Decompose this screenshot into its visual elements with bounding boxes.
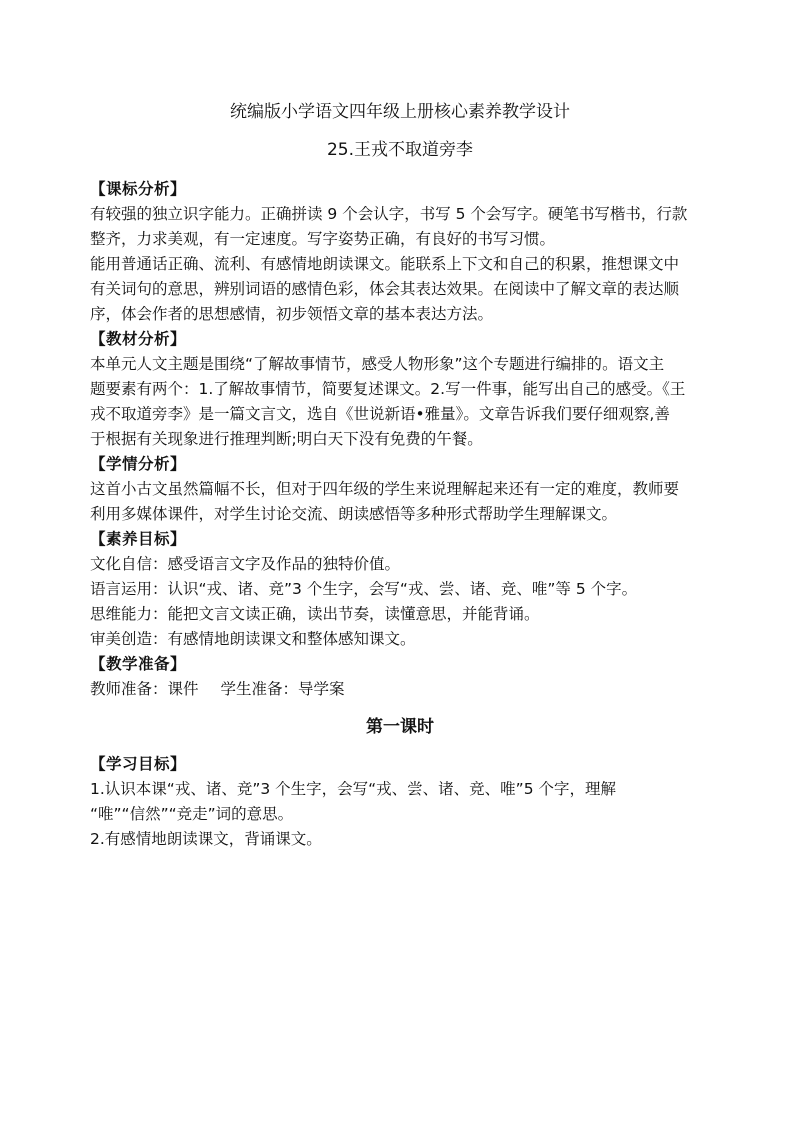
heading-competency-goals: 【素养目标】: [90, 530, 187, 548]
competency-goals-text: [90, 553, 710, 653]
learner-analysis-text: [90, 478, 710, 528]
goal-line: 思维能力：能把文言文读正确，读出节奏，读懂意思，并能背诵。: [90, 605, 540, 623]
paragraph-line: 本单元人文主题是围绕“了解故事情节，感受人物形象”这个专题进行编排的。语文主: [90, 355, 665, 373]
paragraph-line: 这首小古文虽然篇幅不长，但对于四年级的学生来说理解起来还有一定的难度，教师要: [90, 480, 680, 498]
paragraph-line: 整齐，力求美观，有一定速度。写字姿势正确，有良好的书写习惯。: [90, 230, 556, 248]
paragraph-line: 利用多媒体课件，对学生讨论交流、朗读感悟等多种形式帮助学生理解课文。: [90, 505, 618, 523]
paragraph-line: 题要素有两个：1.了解故事情节，简要复述课文。2.写一件事，能写出自己的感受。《王: [90, 380, 686, 398]
lesson-title: 25.王戎不取道旁李: [326, 140, 474, 160]
goal-line: 2.有感情地朗读课文，背诵课文。: [90, 830, 322, 848]
goal-line: 语言运用：认识“戎、诸、竞”3 个生字，会写“戎、尝、诸、竞、唯”等 5 个字。: [90, 580, 638, 598]
paragraph-line: 戎不取道旁李》是一篇文言文，选自《世说新语•雅量》。文章告诉我们要仔细观察,善: [90, 405, 670, 423]
heading-curriculum-analysis: 【课标分析】: [90, 180, 187, 198]
heading-learning-goals: 【学习目标】: [90, 755, 187, 773]
preparation-line: [90, 678, 710, 703]
lesson-1-title: 第一课时: [366, 717, 434, 737]
goal-line: 审美创造：有感情地朗读课文和整体感知课文。: [90, 630, 416, 648]
goal-line: “唯”“信然”“竞走”词的意思。: [90, 805, 294, 823]
student-preparation: 学生准备：导学案: [220, 680, 345, 698]
document-title: 统编版小学语文四年级上册核心素养教学设计: [230, 102, 570, 122]
paragraph-line: 有较强的独立识字能力。正确拼读 9 个会认字，书写 5 个会写字。硬笔书写楷书，行款: [90, 205, 688, 223]
goal-line: 文化自信：感受语言文字及作品的独特价值。: [90, 555, 401, 573]
heading-textbook-analysis: 【教材分析】: [90, 330, 187, 348]
paragraph-line: 序，体会作者的思想感情，初步领悟文章的基本表达方法。: [90, 305, 494, 323]
teacher-preparation: 教师准备：课件: [90, 680, 199, 698]
paragraph-line: 于根据有关现象进行推理判断;明白天下没有免费的午餐。: [90, 430, 483, 448]
textbook-analysis-text: [90, 353, 710, 453]
paragraph-line: 有关词句的意思，辨别词语的感情色彩，体会其表达效果。在阅读中了解文章的表达顺: [90, 280, 680, 298]
heading-teaching-preparation: 【教学准备】: [90, 655, 187, 673]
paragraph-line: 能用普通话正确、流利、有感情地朗读课文。能联系上下文和自己的积累，推想课文中: [90, 255, 680, 273]
curriculum-analysis-text: [90, 203, 710, 328]
goal-line: 1.认识本课“戎、诸、竞”3 个生字，会写“戎、尝、诸、竞、唯”5 个字，理解: [90, 780, 616, 798]
heading-learner-analysis: 【学情分析】: [90, 455, 187, 473]
document-content: [90, 100, 710, 853]
learning-goals-text: [90, 778, 710, 853]
